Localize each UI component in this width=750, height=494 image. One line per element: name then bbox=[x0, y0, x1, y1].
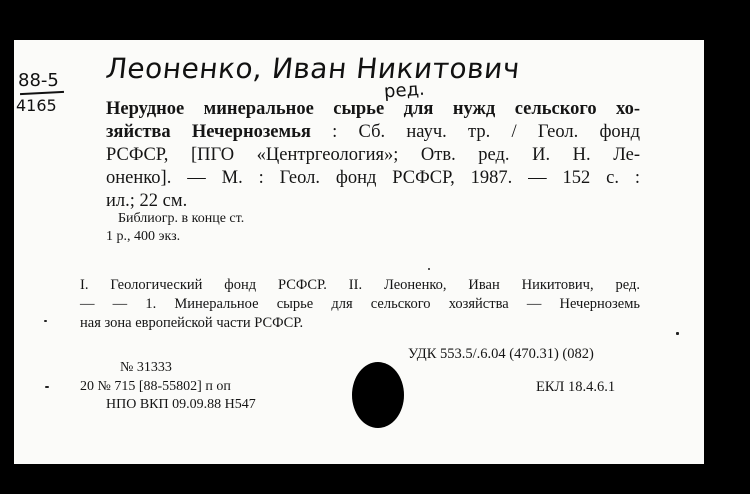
udk-code: УДК 553.5/.6.04 (470.31) (082) bbox=[408, 346, 594, 362]
record-line-3: РСФСР, [ПГО «Центргеология»; Отв. ред. И. Н. Ле- bbox=[106, 145, 640, 165]
tracing-line-2: — — 1. Минеральное сырье для сельского хозяйства — Нечерноземь bbox=[80, 296, 640, 312]
tracing-line-1: I. Геологический фонд РСФСР. II. Леоненко, Иван Никитович, ред. bbox=[80, 277, 640, 293]
order-line: 20 № 715 [88-55802] п оп bbox=[80, 379, 231, 394]
card-number: № 31333 bbox=[120, 360, 172, 375]
handwritten-shelfmark-bottom: 4165 bbox=[16, 96, 57, 115]
handwritten-editor-note: ред. bbox=[383, 78, 426, 103]
scan-speck bbox=[44, 320, 47, 322]
tracing-line-3: ная зона европейской части РСФСР. bbox=[80, 315, 304, 331]
record-title-line-1: Нерудное минеральное сырье для нужд сельского хо- bbox=[106, 99, 640, 119]
record-title-line-2 bbox=[106, 121, 640, 144]
scan-speck bbox=[676, 332, 679, 335]
ekl-code: ЕКЛ 18.4.6.1 bbox=[536, 379, 616, 395]
scan-speck bbox=[45, 386, 49, 388]
handwritten-author-name: Леоненко, Иван Никитович bbox=[104, 52, 522, 85]
record-line-4: оненко]. — М. : Геол. фонд РСФСР, 1987. — 152 с. : bbox=[106, 168, 640, 188]
record-title-bold-end: зяйства Нечерноземья bbox=[106, 122, 311, 142]
record-line-5: ил.; 22 см. bbox=[106, 191, 188, 211]
printer-line: НПО ВКП 09.09.88 Н547 bbox=[106, 397, 256, 412]
handwritten-shelfmark-top: 88-5 bbox=[18, 70, 59, 91]
record-title-rest: : Сб. науч. тр. / Геол. фонд bbox=[332, 122, 640, 142]
price-note: 1 р., 400 экз. bbox=[106, 229, 181, 244]
bibliography-note: Библиогр. в конце ст. bbox=[118, 211, 245, 226]
scan-speck bbox=[428, 268, 430, 270]
card-punch-hole bbox=[352, 362, 404, 428]
